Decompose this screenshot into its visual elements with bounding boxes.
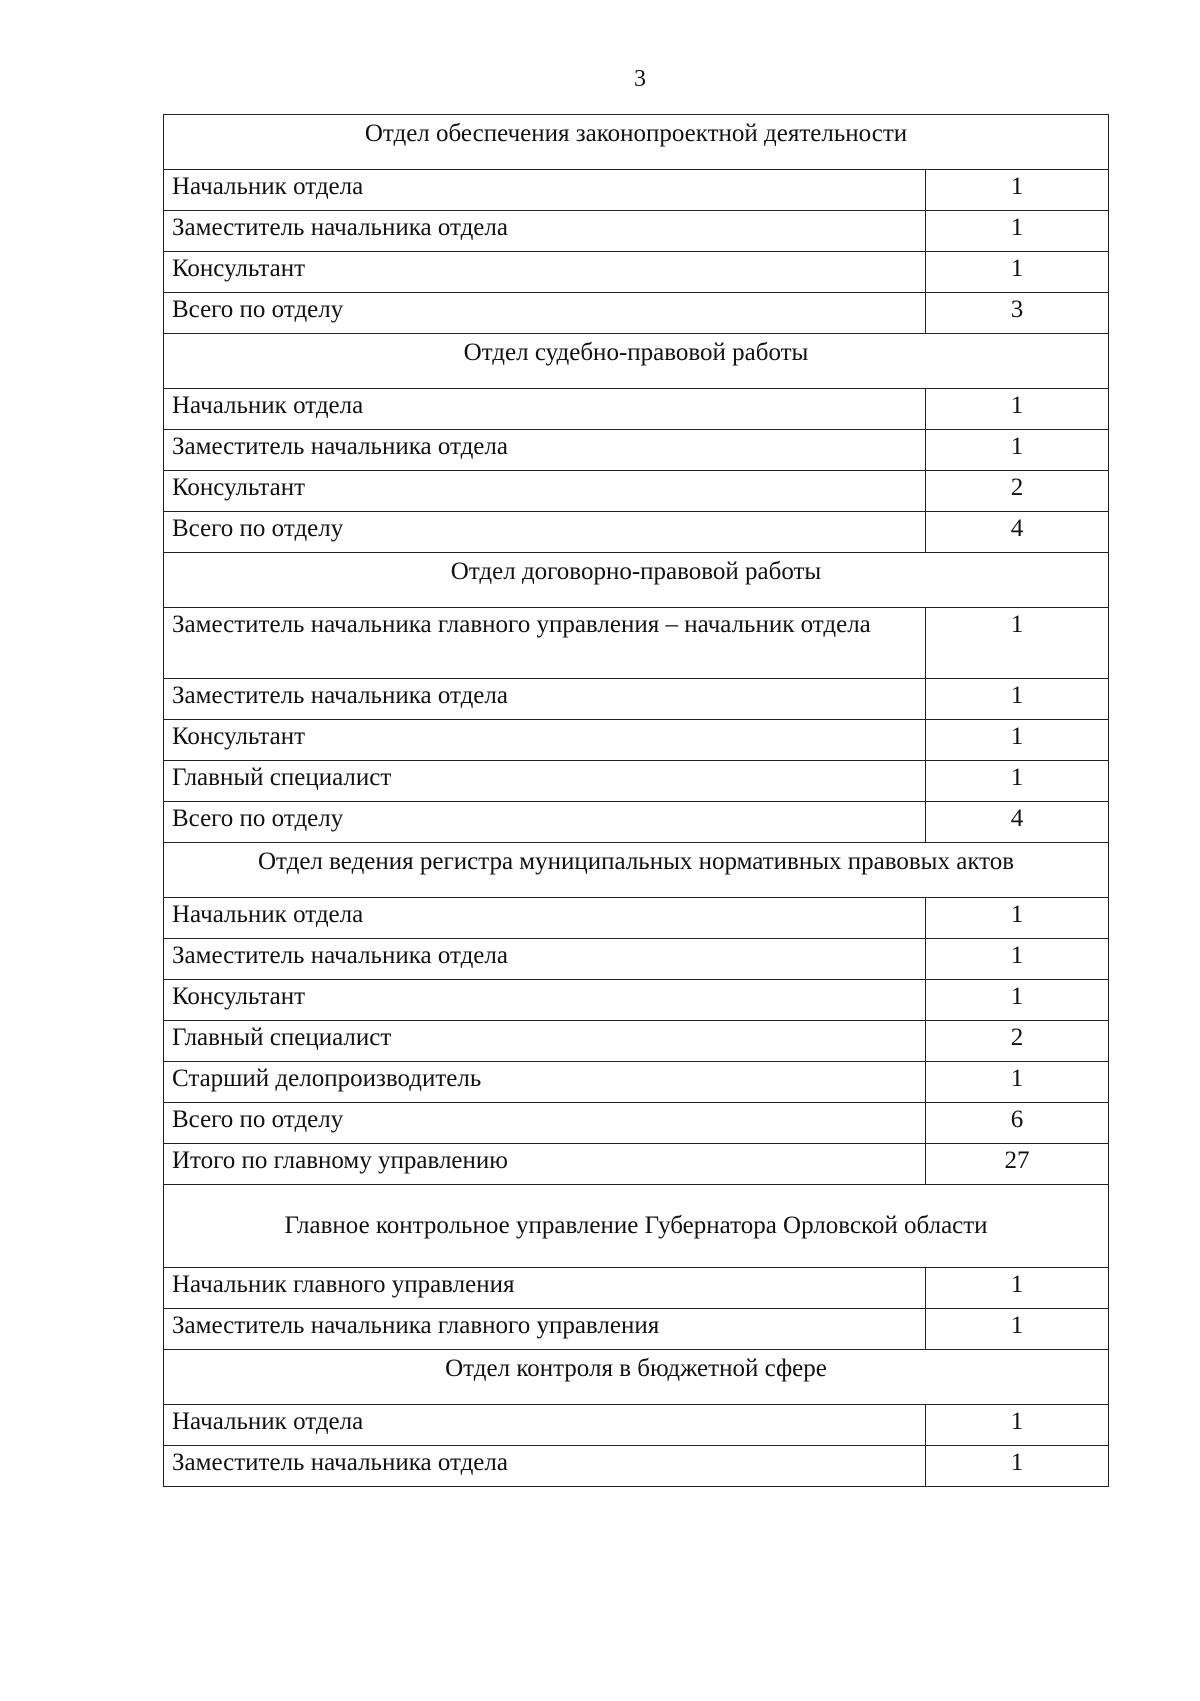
table-row (164, 293, 1109, 334)
section-header-row (164, 334, 1109, 389)
section-header-row (164, 843, 1109, 898)
position-count: 1 (926, 720, 1109, 761)
position-count: 1 (926, 980, 1109, 1021)
position-name: Консультант (164, 720, 926, 761)
position-name: Всего по отделу (164, 512, 926, 553)
table-row (164, 471, 1109, 512)
position-name: Консультант (164, 980, 926, 1021)
position-name: Начальник отдела (164, 389, 926, 430)
position-name: Заместитель начальника главного управления – начальник отдела (164, 608, 926, 679)
position-count: 1 (926, 898, 1109, 939)
table-row (164, 170, 1109, 211)
table-row (164, 512, 1109, 553)
position-count: 1 (926, 679, 1109, 720)
position-count: 1 (926, 1062, 1109, 1103)
table-row (164, 1103, 1109, 1144)
table-row (164, 1021, 1109, 1062)
position-count: 1 (926, 1309, 1109, 1350)
position-count: 2 (926, 1021, 1109, 1062)
table-row (164, 1405, 1109, 1446)
position-name: Всего по отделу (164, 802, 926, 843)
section-title: Отдел обеспечения законопроектной деятельности (164, 115, 1109, 170)
table-row (164, 1446, 1109, 1487)
position-name: Консультант (164, 252, 926, 293)
position-count: 1 (926, 761, 1109, 802)
table-row (164, 608, 1109, 679)
position-name: Заместитель начальника отдела (164, 1446, 926, 1487)
main-department-row (164, 1185, 1109, 1268)
table-row (164, 430, 1109, 471)
table-row (164, 761, 1109, 802)
section-title: Отдел судебно-правовой работы (164, 334, 1109, 389)
position-count: 2 (926, 471, 1109, 512)
table-row (164, 720, 1109, 761)
page-number: 3 (634, 66, 646, 92)
position-name: Заместитель начальника отдела (164, 939, 926, 980)
table-row (164, 211, 1109, 252)
position-count: 1 (926, 430, 1109, 471)
section-header-row (164, 115, 1109, 170)
table-row (164, 1144, 1109, 1185)
section-title: Отдел ведения регистра муниципальных нормативных правовых актов (164, 843, 1109, 898)
table-row (164, 1268, 1109, 1309)
position-name: Итого по главному управлению (164, 1144, 926, 1185)
table-row (164, 980, 1109, 1021)
table-row (164, 1309, 1109, 1350)
staffing-table-body (164, 115, 1109, 1487)
position-name: Заместитель начальника отдела (164, 430, 926, 471)
position-count: 1 (926, 608, 1109, 679)
position-count: 1 (926, 1268, 1109, 1309)
position-count: 1 (926, 389, 1109, 430)
position-name: Начальник отдела (164, 1405, 926, 1446)
section-title: Отдел контроля в бюджетной сфере (164, 1350, 1109, 1405)
table-row (164, 898, 1109, 939)
position-count: 1 (926, 211, 1109, 252)
section-header-row (164, 553, 1109, 608)
main-department-title: Главное контрольное управление Губернатора Орловской области (164, 1185, 1109, 1268)
table-row (164, 1062, 1109, 1103)
position-name: Всего по отделу (164, 293, 926, 334)
position-name: Заместитель начальника отдела (164, 211, 926, 252)
position-name: Главный специалист (164, 761, 926, 802)
position-name: Начальник отдела (164, 170, 926, 211)
table-row (164, 939, 1109, 980)
position-count: 27 (926, 1144, 1109, 1185)
staffing-table (163, 114, 1109, 1487)
position-name: Начальник отдела (164, 898, 926, 939)
section-header-row (164, 1350, 1109, 1405)
table-row (164, 389, 1109, 430)
position-count: 1 (926, 939, 1109, 980)
section-title: Отдел договорно-правовой работы (164, 553, 1109, 608)
position-name: Главный специалист (164, 1021, 926, 1062)
position-count: 1 (926, 170, 1109, 211)
position-count: 3 (926, 293, 1109, 334)
position-name: Всего по отделу (164, 1103, 926, 1144)
position-name: Заместитель начальника отдела (164, 679, 926, 720)
position-count: 6 (926, 1103, 1109, 1144)
table-row (164, 252, 1109, 293)
position-count: 1 (926, 1405, 1109, 1446)
position-count: 1 (926, 1446, 1109, 1487)
table-row (164, 802, 1109, 843)
position-name: Старший делопроизводитель (164, 1062, 926, 1103)
position-name: Начальник главного управления (164, 1268, 926, 1309)
position-name: Заместитель начальника главного управления (164, 1309, 926, 1350)
table-row (164, 679, 1109, 720)
position-name: Консультант (164, 471, 926, 512)
position-count: 4 (926, 802, 1109, 843)
position-count: 4 (926, 512, 1109, 553)
position-count: 1 (926, 252, 1109, 293)
